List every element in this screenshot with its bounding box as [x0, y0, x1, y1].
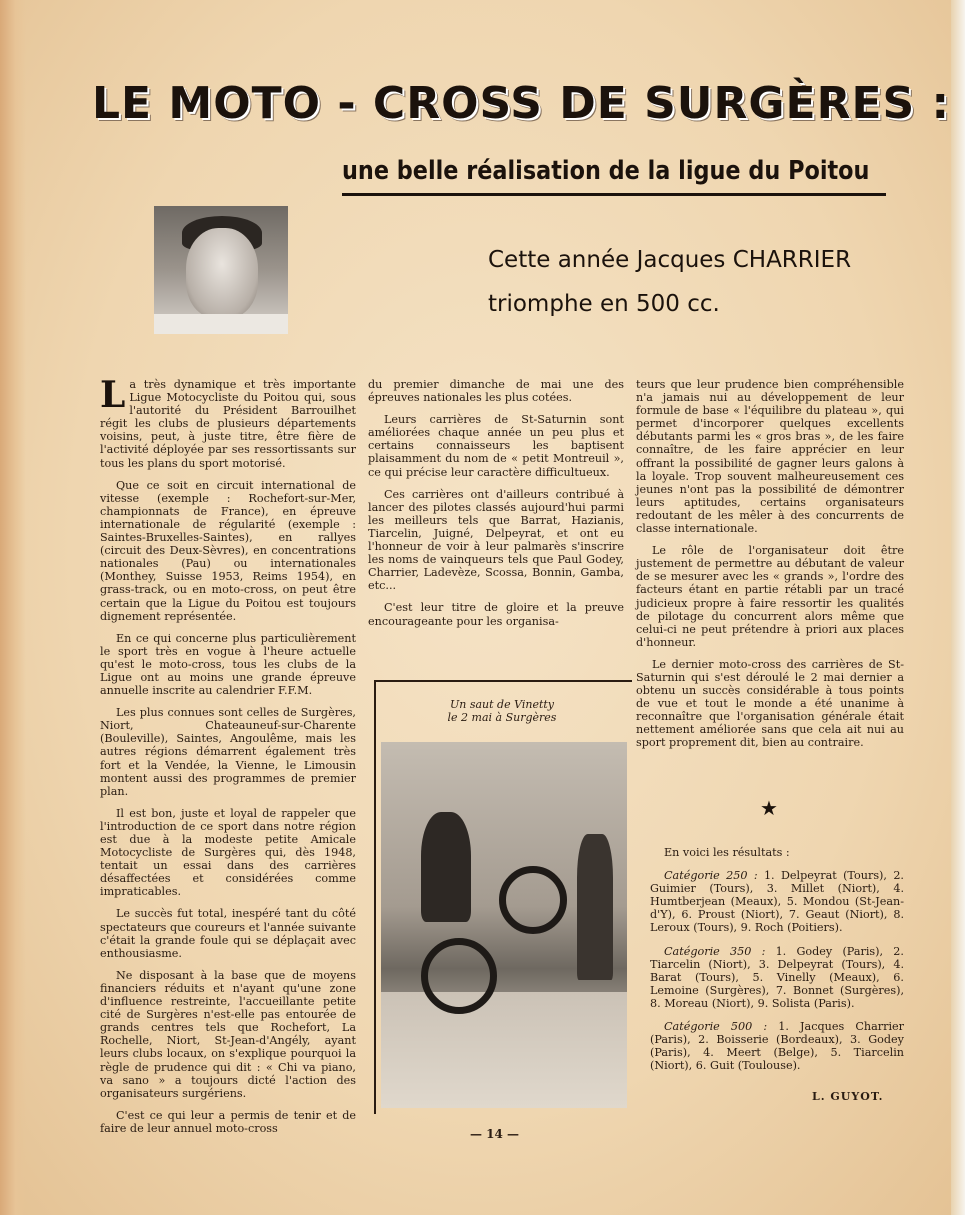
photo-rider [421, 812, 471, 922]
col2-paragraph-1: du premier dimanche de mai une des épreuves nationales les plus cotées. [368, 378, 624, 405]
photo-front-wheel [421, 938, 497, 1014]
motocross-photo [381, 742, 627, 1108]
category-250-text: 1. Delpeyrat (Tours), 2. Guimier (Tours), 3. Millet (Niort), 4. Humtberjean (Meaux), 5. Mondou (St-Jean-d'Y), 6. Proust (Niort), 7. Geaut (Niort), 8. Leroux (Tours), 9. Roch (Poitiers). [650, 869, 904, 935]
column-1 [100, 374, 356, 1144]
tagline [488, 238, 898, 326]
subtitle-underline [342, 193, 886, 196]
results-category-350 [650, 945, 904, 1010]
category-350-text: 1. Godey (Paris), 2. Tiarcelin (Niort), 3. Delpeyrat (Tours), 4. Barat (Tours), 5. Vinelly (Meaux), 6. Lemoine (Surgères), 7. Bonnet (Surgères), 8. Moreau (Niort), 9. Solista (Paris). [650, 944, 904, 1010]
col1-paragraph-6: Le succès fut total, inespéré tant du côté spectateurs que coureurs et l'année suivante c'était la grande foule qui se déplaçait avec enthousiasme. [100, 907, 356, 960]
col1-paragraph-7: Ne disposant à la base que de moyens financiers réduits et n'ayant qu'une zone d'influence restreinte, l'accueillante petite cité de Surgères n'est-elle pas entourée de grands centres tels que Rochefort, La Rochelle, Niort, St-Jean-d'Angély, ayant leurs clubs locaux, on s'explique pourquoi la règle de prudence qui dit : « Chi va piano, va sano » a toujours dicté l'action des organisateurs surgériens. [100, 968, 356, 1100]
category-500-label: Catégorie 500 : [664, 1020, 768, 1034]
col3-paragraph-1: teurs que leur prudence bien compréhensible n'a jamais nui au développement de leur formule de base « l'équilibre du plateau », qui permet d'incorporer quelques excellents débutants parmi les « gros bras », de les faire connaître, de les faire apprécier en leur offrant la possibilité de gagner leurs galons à la loyale. Trop souvent malheureusement ces jeunes n'ont pas la possibilité de démontrer leurs aptitudes, certains organisateurs redoutant de les mêler à des concurrents de classe internationale. [636, 378, 904, 536]
col1-paragraph-1-text: a très dynamique et très importante Ligue Motocycliste du Poitou qui, sous l'autorité du Président Barrouilhet régit les clubs de plusieurs départements voisins, peut, à juste titre, être fière de l'activité déployée par ses ressortissants sur tous les plans du sport motorisé. [100, 378, 356, 470]
tagline-line-2: triomphe en 500 cc. [488, 291, 720, 317]
portrait-shirt [154, 314, 288, 334]
page-edge-left [0, 0, 26, 1215]
col2-paragraph-2: Leurs carrières de St-Saturnin sont améliorées chaque année un peu plus et certains connaisseurs les baptisent plaisamment du nom de « petit Montreuil », ce qui précise leur caractère difficultueux. [368, 413, 624, 479]
page-number: — 14 — [470, 1127, 520, 1141]
photo-caption-line-2: le 2 mai à Surgères [447, 711, 557, 724]
tagline-line-1: Cette année Jacques CHARRIER [488, 247, 852, 273]
col3-paragraph-2: Le rôle de l'organisateur doit être justement de permettre au débutant de valeur de se mesurer avec les « grands », l'ordre des facteurs étant en partie rétabli par un tracé judicieux propre à faire ressortir les qualités de pilotage du concurrent alors même que celui-ci ne peut prétendre à priori aux places d'honneur. [636, 544, 904, 649]
results-section [650, 846, 904, 1082]
category-350-label: Catégorie 350 : [664, 944, 766, 958]
col1-paragraph-5: Il est bon, juste et loyal de rappeler que l'introduction de ce sport dans notre région est due à la modeste petite Amicale Motocycliste de Surgères qui, dès 1948, tentait un essai dans des carrières désaffectées et considérées comme impraticables. [100, 806, 356, 899]
category-500-text: 1. Jacques Charrier (Paris), 2. Boisserie (Bordeaux), 3. Godey (Paris), 4. Meert (Belge), 5. Tiarcelin (Niort), 6. Guit (Toulouse). [650, 1020, 904, 1073]
page-edge-right [951, 0, 965, 1215]
col1-paragraph-2: Que ce soit en circuit international de vitesse (exemple : Rochefort-sur-Mer, championnats de France), en épreuve internationale de régularité (exemple : Saintes-Bruxelles-Saintes), en rallyes (circuit des Deux-Sèvres), en concentrations nationales (Pau) ou internationales (Monthey, Suisse 1953, Reims 1954), en grass-track, ou en moto-cross, on peut être certain que la Ligue du Poitou est toujours dignement représentée. [100, 478, 356, 623]
col1-paragraph-3: En ce qui concerne plus particulièrement le sport très en vogue à l'heure actuelle qu'est le moto-cross, tous les clubs de la Ligue ont au moins une grande épreuve annuelle inscrite au calendrier F.F.M. [100, 631, 356, 698]
photo-rear-wheel [499, 866, 567, 934]
col1-paragraph-1 [100, 374, 356, 470]
col1-paragraph-8: C'est ce qui leur a permis de tenir et de faire de leur annuel moto-cross [100, 1108, 356, 1135]
article-title: LE MOTO - CROSS DE SURGÈRES : [92, 78, 951, 129]
article-subtitle: une belle réalisation de la ligue du Poitou [342, 156, 870, 186]
column-3 [636, 378, 904, 759]
photo-spectator [577, 834, 613, 980]
col2-paragraph-4: C'est leur titre de gloire et la preuve encourageante pour les organisa- [368, 601, 624, 628]
col3-paragraph-3: Le dernier moto-cross des carrières de St-Saturnin qui s'est déroulé le 2 mai dernier a obtenu un succès considérable à tous points de vue et tout le monde a été unanime à reconnaître que l'organisation générale était nettement améliorée sans que cela ait nui au sport proprement dit, bien au contraire. [636, 657, 904, 750]
results-category-500 [650, 1020, 904, 1072]
photo-caption-line-1: Un saut de Vinetty [449, 698, 555, 711]
category-250-label: Catégorie 250 : [664, 869, 758, 883]
column-2 [368, 378, 624, 637]
photo-ground [381, 992, 627, 1108]
star-separator-icon: ★ [760, 796, 778, 820]
portrait-photo [154, 206, 288, 334]
results-intro: En voici les résultats : [664, 846, 790, 859]
results-category-250 [650, 869, 904, 934]
photo-caption [374, 698, 630, 724]
col2-paragraph-3: Ces carrières ont d'ailleurs contribué à lancer des pilotes classés aujourd'hui parmi les meilleurs tels que Barrat, Hazianis, Tiarcelin, Juigné, Delpeyrat, et ont eu l'honneur de voir à leur palmarès s'inscrire les noms de vainqueurs tels que Paul Godey, Charrier, Ladevèze, Scossa, Bonnin, Gamba, etc... [368, 487, 624, 593]
col1-paragraph-4: Les plus connues sont celles de Surgères, Niort, Chateauneuf-sur-Charente (Bouleville), Saintes, Angoulême, mais les autres régions démarrent également très fort et la Vendée, la Vienne, le Limousin montent aussi des programmes de premier plan. [100, 706, 356, 798]
portrait-face [186, 228, 258, 318]
drop-cap: L [100, 374, 126, 416]
author-signature: L. GUYOT. [812, 1090, 884, 1103]
